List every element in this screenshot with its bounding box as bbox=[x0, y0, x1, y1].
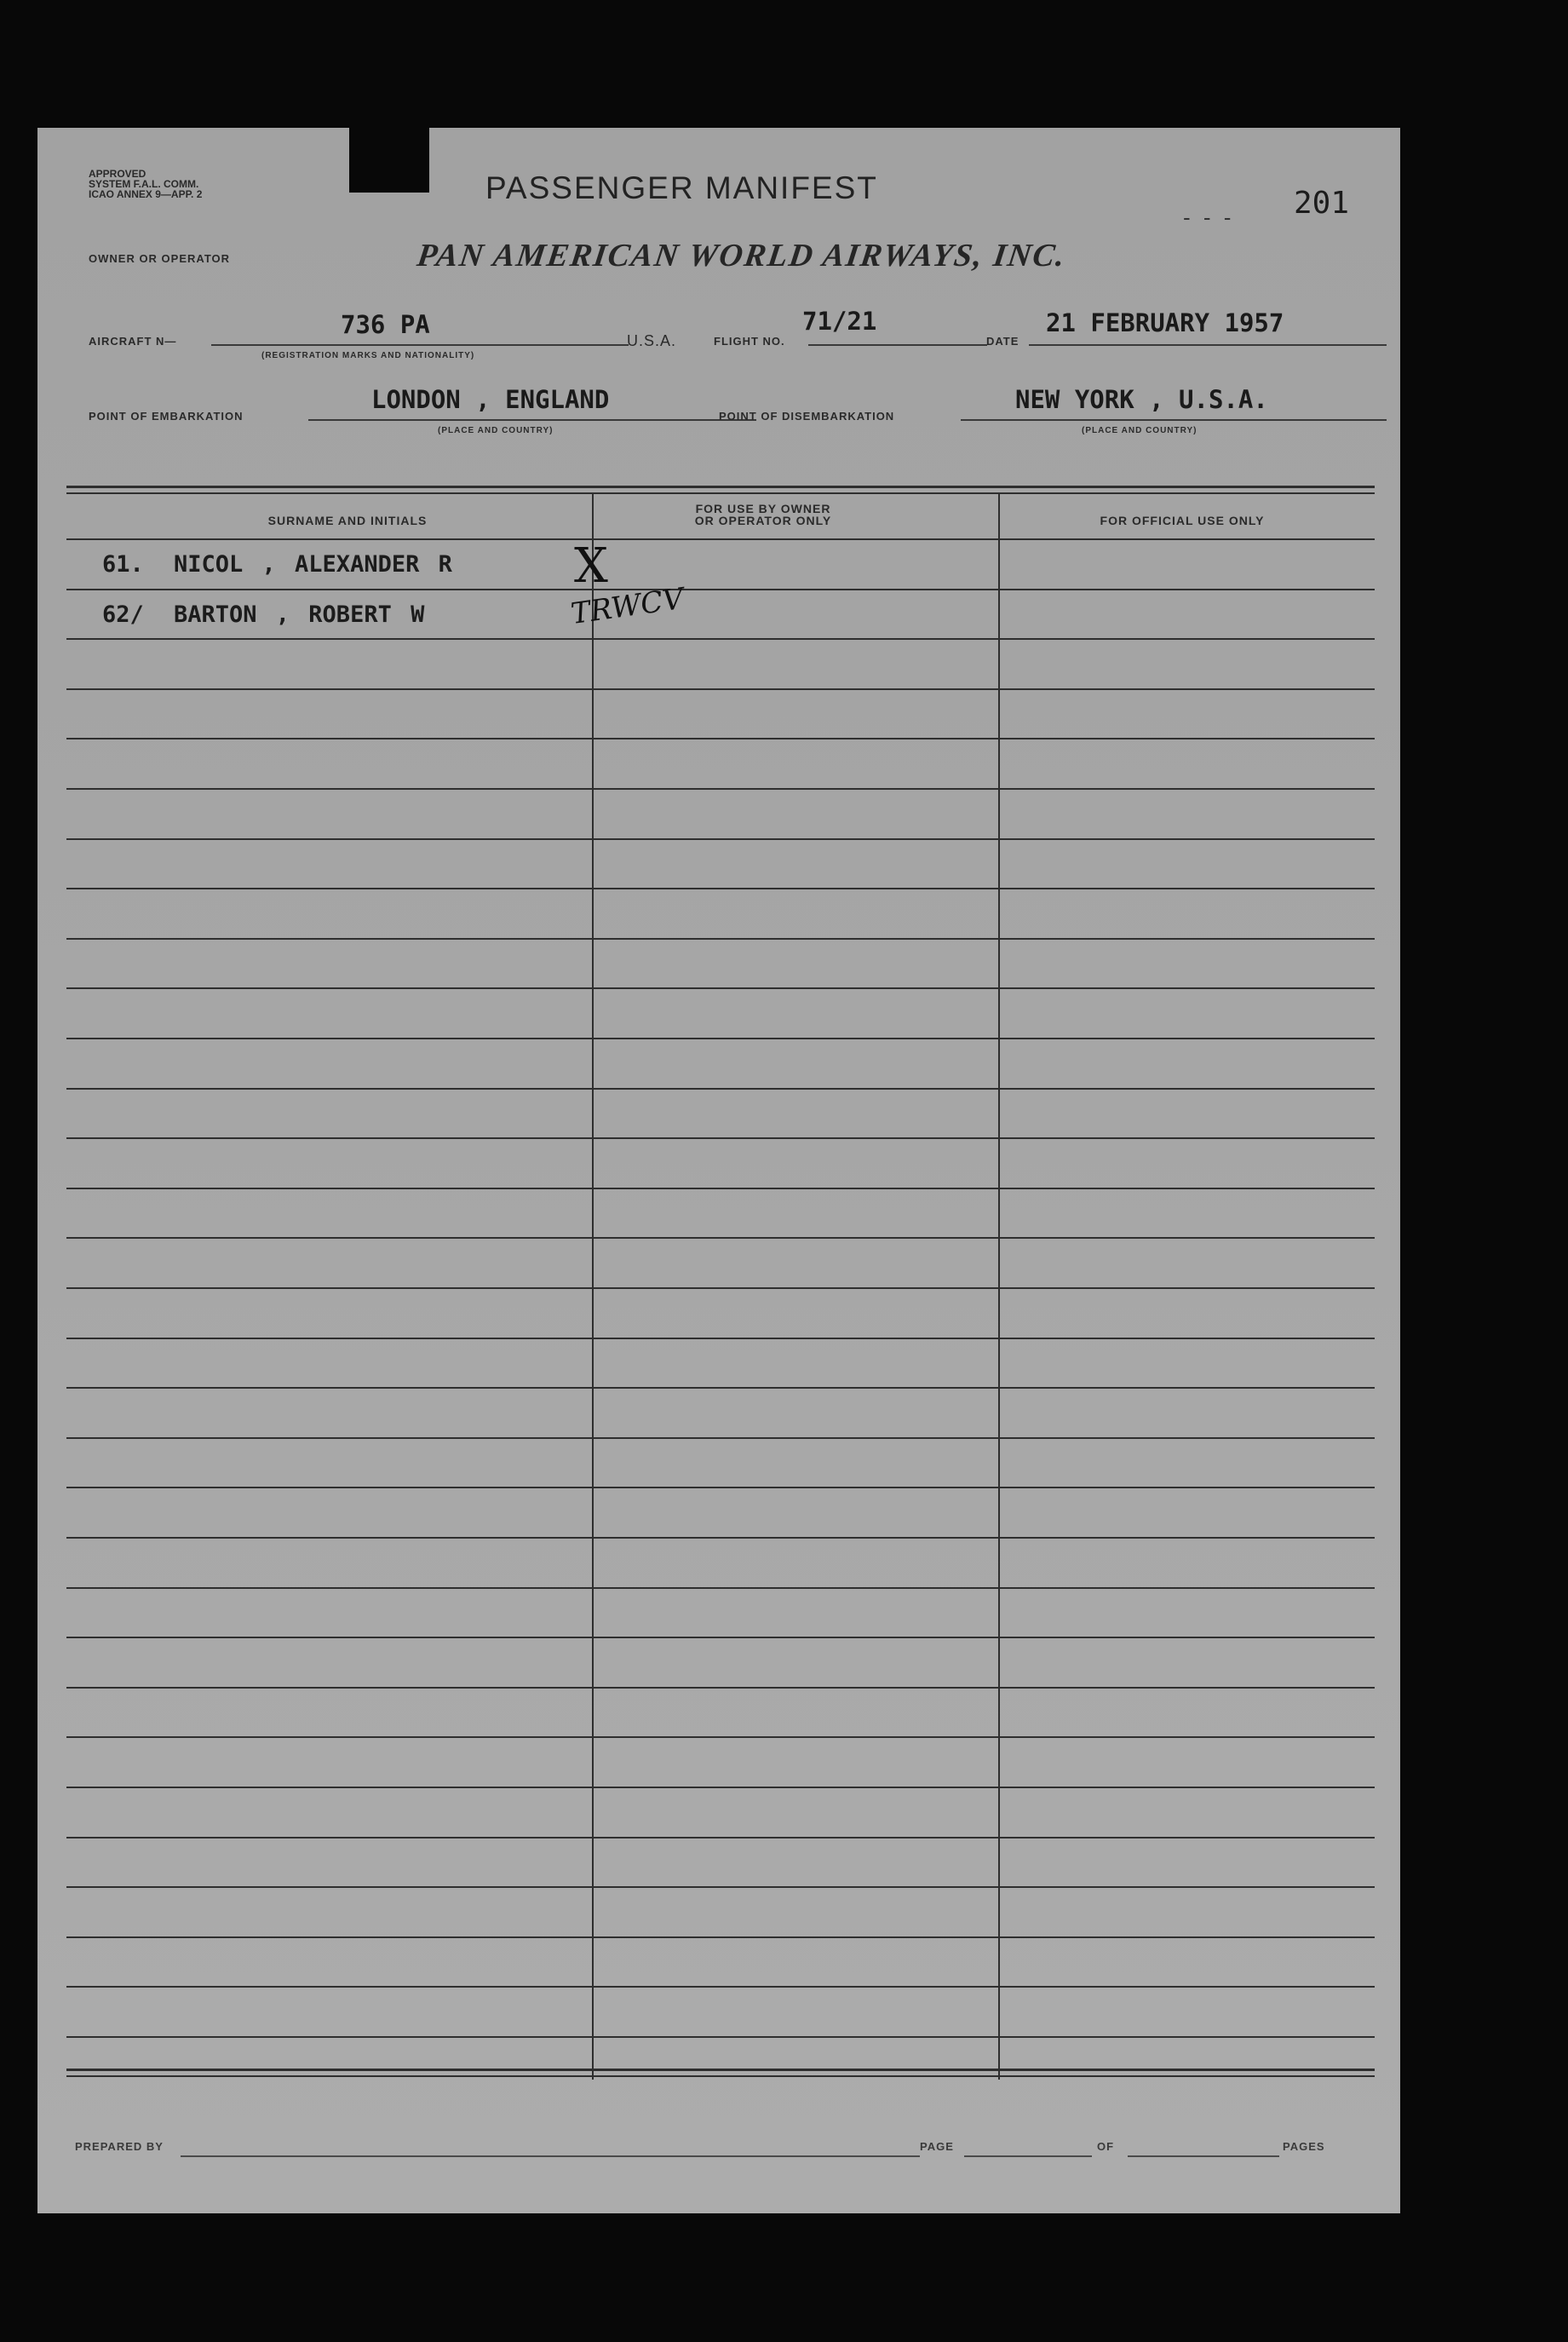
table-row bbox=[66, 1886, 1375, 1888]
table-row bbox=[66, 2036, 1375, 2038]
table-top-rule bbox=[66, 486, 1375, 488]
embarkation-caption: (PLACE AND COUNTRY) bbox=[438, 426, 554, 435]
passenger-name: BARTON , ROBERT W bbox=[174, 601, 425, 628]
page-dash: - - - bbox=[1183, 204, 1235, 230]
prepared-by-underline bbox=[181, 2155, 920, 2157]
row-number: 61. bbox=[102, 551, 144, 578]
table-row bbox=[66, 1188, 1375, 1189]
table-row bbox=[66, 1537, 1375, 1539]
table-row bbox=[66, 1088, 1375, 1090]
disembarkation-value: NEW YORK , U.S.A. bbox=[1015, 385, 1268, 414]
flight-underline bbox=[808, 344, 987, 346]
punch-notch bbox=[349, 123, 429, 193]
pages-label: PAGES bbox=[1283, 2140, 1325, 2153]
table-top-rule-inner bbox=[66, 492, 1375, 494]
table-row bbox=[66, 1687, 1375, 1689]
approval-stamp bbox=[89, 169, 202, 199]
col-official-header: FOR OFFICIAL USE ONLY bbox=[1100, 514, 1265, 527]
table-row bbox=[66, 1338, 1375, 1339]
embarkation-label: POINT OF EMBARKATION bbox=[89, 410, 244, 423]
usa-label: U.S.A. bbox=[627, 332, 677, 349]
table-row bbox=[66, 1637, 1375, 1638]
disembarkation-caption: (PLACE AND COUNTRY) bbox=[1082, 426, 1198, 435]
registration-caption: (REGISTRATION MARKS AND NATIONALITY) bbox=[261, 351, 475, 360]
date-underline bbox=[1029, 344, 1387, 346]
aircraft-label: AIRCRAFT N— bbox=[89, 335, 177, 348]
table-row bbox=[66, 1137, 1375, 1139]
col-operator-header-line1: FOR USE BY OWNER bbox=[695, 502, 831, 515]
table-row bbox=[66, 1587, 1375, 1589]
table-row bbox=[66, 589, 1375, 590]
form-title: PASSENGER MANIFEST bbox=[485, 170, 878, 205]
col-surname-header: SURNAME AND INITIALS bbox=[267, 514, 428, 527]
page-number: 201 bbox=[1294, 186, 1350, 221]
table-row bbox=[66, 638, 1375, 640]
aircraft-underline bbox=[211, 344, 629, 346]
aircraft-value: 736 PA bbox=[341, 310, 430, 339]
table-row bbox=[66, 1736, 1375, 1738]
disembarkation-underline bbox=[961, 419, 1387, 421]
table-row bbox=[66, 1038, 1375, 1039]
flight-value: 71/21 bbox=[802, 307, 877, 336]
of-label: OF bbox=[1097, 2140, 1115, 2153]
col-operator-header-line2: OR OPERATOR ONLY bbox=[694, 514, 832, 527]
table-row bbox=[66, 688, 1375, 690]
prepared-by-label: PREPARED BY bbox=[75, 2140, 164, 2153]
handwritten-x-mark: X bbox=[574, 538, 608, 594]
passenger-table bbox=[66, 486, 1375, 2077]
table-bottom-rule-inner bbox=[66, 2075, 1375, 2077]
table-row bbox=[66, 1837, 1375, 1838]
embarkation-underline bbox=[308, 419, 756, 421]
header-rule bbox=[66, 538, 1375, 540]
manifest-sheet bbox=[37, 128, 1400, 2213]
of-underline bbox=[1128, 2155, 1279, 2157]
embarkation-value: LONDON , ENGLAND bbox=[371, 385, 610, 414]
date-value: 21 FEBRUARY 1957 bbox=[1046, 308, 1284, 337]
approval-line: SYSTEM F.A.L. COMM. bbox=[89, 178, 199, 190]
date-label: DATE bbox=[986, 335, 1019, 348]
owner-label: OWNER OR OPERATOR bbox=[89, 252, 231, 265]
disembarkation-label: POINT OF DISEMBARKATION bbox=[719, 410, 895, 423]
table-row bbox=[66, 1787, 1375, 1788]
table-row bbox=[66, 1986, 1375, 1988]
column-divider-2 bbox=[998, 492, 1000, 2080]
table-row bbox=[66, 1487, 1375, 1488]
table-bottom-rule bbox=[66, 2069, 1375, 2071]
table-row bbox=[66, 788, 1375, 790]
handwritten-initials: TRWCV bbox=[568, 581, 686, 632]
company-name: PAN AMERICAN WORLD AIRWAYS, INC. bbox=[415, 238, 1069, 273]
page-label: PAGE bbox=[920, 2140, 954, 2153]
table-row bbox=[66, 1237, 1375, 1239]
col-operator-header bbox=[559, 503, 968, 527]
passenger-name: NICOL , ALEXANDER R bbox=[174, 551, 452, 578]
table-row bbox=[66, 987, 1375, 989]
page-underline bbox=[964, 2155, 1092, 2157]
table-row bbox=[66, 888, 1375, 889]
table-row bbox=[66, 738, 1375, 739]
approval-line: APPROVED bbox=[89, 168, 146, 180]
approval-line: ICAO ANNEX 9—APP. 2 bbox=[89, 188, 203, 200]
table-row bbox=[66, 938, 1375, 940]
table-row bbox=[66, 1437, 1375, 1439]
row-number: 62/ bbox=[102, 601, 144, 628]
table-row bbox=[66, 1387, 1375, 1389]
column-divider-1 bbox=[592, 492, 594, 2080]
table-row bbox=[66, 1287, 1375, 1289]
table-row bbox=[66, 1936, 1375, 1938]
flight-label: FLIGHT NO. bbox=[714, 335, 785, 348]
table-row bbox=[66, 838, 1375, 840]
